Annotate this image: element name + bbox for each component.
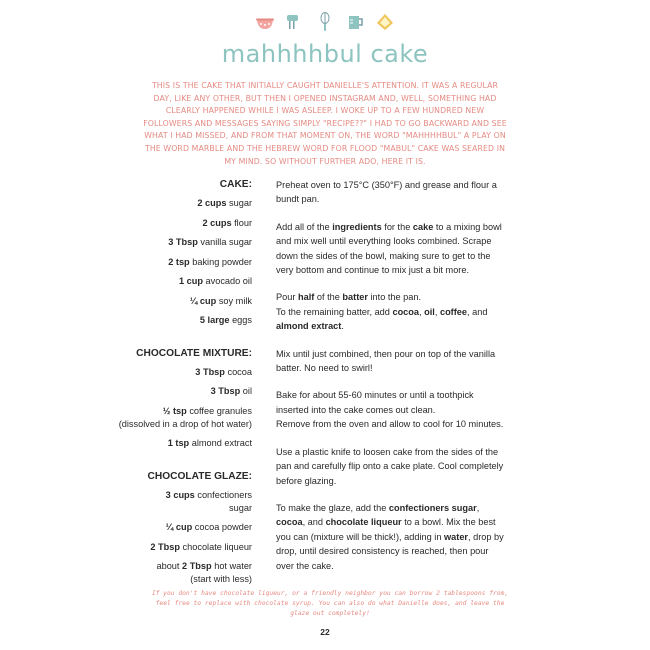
- ingredient-item: about 2 Tbsp hot water (start with less): [156, 561, 252, 584]
- ingredient-item: 5 large eggs: [199, 315, 252, 325]
- intro-paragraph: THIS IS THE CAKE THAT INITIALLY CAUGHT DANIELLE'S ATTENTION. IT WAS A REGULAR DAY, LIKE ANY OTHER, BUT THEN I OPENED INSTAGRAM AND, WELL, SOMETHING HAD CLEARLY HAPPENED WHILE I WAS ASLEEP. I WOKE UP TO A FEW HUNDRED NEW FOLLOWERS AND MESSAGES SAYING SIMPLY "RECIPE??" I HAD TO GO BACKWARD AND SEE WHAT I HAD MISSED, AND FROM THAT MOMENT ON, THE WORD "MAHHHHBUL" A PLAY ON THE WORD MARBLE AND THE HEBREW WORD FOR FLOOD "MABUL" CAKE WAS SEARED IN MY MIND. SO WITHOUT FURTHER ADO, HERE IT IS.: [143, 81, 507, 166]
- recipe-title: mahhhhbul cake: [221, 40, 429, 68]
- ingredient-item: 3 Tbsp cocoa: [195, 366, 252, 377]
- ingredient-item: 2 tsp baking powder: [168, 256, 252, 267]
- ingredient-item: ¼ cup soy milk: [189, 295, 252, 306]
- ingredient-item: 3 cups confectioners sugar: [165, 489, 252, 513]
- ingredient-item: 1 cup avocado oil: [178, 276, 252, 286]
- ingredient-item: 2 cups sugar: [197, 198, 252, 208]
- instruction-step: To make the glaze, add the confectioners sugar, cocoa, and chocolate liqueur to a bowl. Mix the best you can (mixture will be thick!), adding in water, drop by drop, until desired consistency is reached, then pour over the cake.: [276, 502, 504, 571]
- chocolate-glaze-heading: CHOCOLATE GLAZE:: [147, 470, 252, 482]
- whisk-icon: [315, 12, 335, 32]
- ingredient-item: 2 cups flour: [202, 217, 252, 228]
- cake-slice-icon: [375, 12, 395, 32]
- ingredients-list: [118, 178, 252, 593]
- footer-tip-note: If you don't have chocolate liqueur, or a friendly neighbor you can borrow 2 tablespoons from, feel free to replace with chocolate syrup. You can also do what Danielle does, and leave the glaze out completely!: [151, 590, 509, 617]
- measuring-cup-icon: [345, 12, 365, 32]
- hand-mixer-icon: [285, 12, 305, 32]
- page-number: 22: [320, 627, 330, 637]
- header-icons: [0, 12, 650, 32]
- instruction-step: Use a plastic knife to loosen cake from the sides of the pan and carefully flip onto a cake plate. Cool completely before glazing.: [276, 446, 504, 486]
- mixing-bowl-icon: [255, 12, 275, 32]
- ingredient-item: 2 Tbsp chocolate liqueur: [150, 541, 252, 552]
- ingredient-item: 3 Tbsp vanilla sugar: [168, 237, 252, 247]
- ingredient-item: ½ tsp coffee granules (dissolved in a drop of hot water): [118, 405, 252, 429]
- instruction-step: Preheat oven to 175°C (350°F) and grease and flour a bundt pan.: [276, 180, 497, 205]
- ingredient-item: ¼ cup cocoa powder: [165, 522, 252, 532]
- cake-heading: CAKE:: [219, 179, 252, 190]
- chocolate-mixture-heading: CHOCOLATE MIXTURE:: [136, 347, 252, 359]
- instruction-step: Pour half of the batter into the pan. To the remaining batter, add cocoa, oil, coffee, and almond extract.: [276, 292, 488, 332]
- instruction-step: Mix until just combined, then pour on top of the vanilla batter. No need to swirl!: [276, 348, 496, 374]
- instruction-step: Add all of the ingredients for the cake to a mixing bowl and mix well until everything looks combined. Scrape down the sides of the bowl, making sure to get to the very bottom and continue to mix just a bit more.: [276, 221, 502, 276]
- instructions: [276, 178, 504, 586]
- ingredient-item: 1 tsp almond extract: [167, 438, 252, 448]
- instruction-step: Bake for about 55-60 minutes or until a toothpick inserted into the cake comes out clean. Remove from the oven and allow to cool for 10 minutes.: [276, 390, 504, 430]
- ingredient-item: 3 Tbsp oil: [210, 386, 252, 396]
